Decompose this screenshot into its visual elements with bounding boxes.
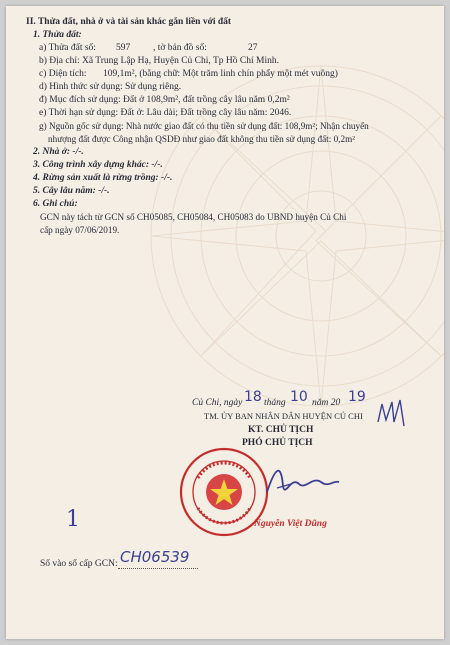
item4-forest: 4. Rừng sản xuất là rừng trồng: -/-.: [33, 173, 173, 183]
signing-day: 18: [244, 389, 262, 405]
vice-chairman-title: PHÓ CHỦ TỊCH: [242, 438, 313, 448]
item6-heading: 6. Ghi chú:: [33, 199, 78, 209]
item5-perennial-trees: 5. Cây lâu năm: -/-.: [33, 186, 110, 196]
map-sheet-value: 27: [248, 43, 258, 53]
initials-mark: [374, 396, 414, 430]
area-value: 109,1m², (bằng chữ: Một trăm linh chín phẩy một mét vuông): [103, 69, 338, 79]
usage-purpose-line: đ) Mục đích sử dụng: Đất ở 108,9m², đất trồng cây lâu năm 0,2m²: [39, 95, 290, 105]
registry-number: CH06539: [120, 548, 190, 566]
certificate-page: [6, 6, 444, 639]
map-sheet-label: , tờ bản đồ số:: [153, 43, 207, 53]
address-line: b) Địa chỉ: Xã Trung Lập Hạ, Huyện Củ Chi, Tp Hồ Chí Minh.: [39, 56, 279, 66]
section-title: II. Thửa đất, nhà ở và tài sản khác gắn liền với đất: [26, 17, 232, 27]
registry-underline: [118, 568, 198, 569]
origin-line-1: g) Nguồn gốc sử dụng: Nhà nước giao đất có thu tiền sử dụng đất: 108,9m²; Nhận chuyển: [39, 121, 369, 131]
note-line-2: cấp ngày 07/06/2019.: [40, 225, 120, 235]
parcel-number-value: 597: [116, 43, 131, 53]
usage-term-line: e) Thời hạn sử dụng: Đất ở: Lâu dài; Đất trồng cây lâu năm: 2046.: [39, 108, 292, 118]
registry-label: Số vào sổ cấp GCN:: [40, 559, 118, 569]
parcel-number-label: a) Thửa đất số:: [39, 43, 96, 53]
handwritten-number: 1: [66, 507, 80, 532]
origin-line-2: nhượng đất được Công nhận QSDĐ như giao đất không thu tiền sử dụng đất: 0,2m²: [48, 134, 355, 144]
signing-place-prefix: Củ Chi, ngày: [192, 398, 243, 408]
item3-constructions: 3. Công trình xây dựng khác: -/-.: [33, 160, 163, 170]
signing-month-label: tháng: [264, 398, 286, 408]
signature-scribble: [261, 458, 341, 504]
signer-name: Nguyễn Việt Dũng: [254, 519, 327, 529]
area-label: c) Diện tích:: [39, 69, 87, 79]
item1-heading: 1. Thửa đất:: [33, 30, 82, 40]
signing-month: 10: [290, 389, 308, 405]
item2-house: 2. Nhà ở: -/-.: [33, 147, 84, 157]
usage-form-line: d) Hình thức sử dụng: Sử dụng riêng.: [39, 82, 182, 92]
signing-year-label: năm 20: [312, 398, 341, 408]
issuing-agency: TM. ỦY BAN NHÂN DÂN HUYỆN CỦ CHI: [204, 411, 363, 421]
signing-year-suffix: 19: [348, 389, 366, 405]
kt-chairman: KT. CHỦ TỊCH: [248, 425, 314, 435]
background-emblem-watermark: [146, 26, 444, 446]
note-line-1: GCN này tách từ GCN số CH05085, CH05084, CH05083 do UBND huyện Củ Chi: [40, 212, 347, 222]
